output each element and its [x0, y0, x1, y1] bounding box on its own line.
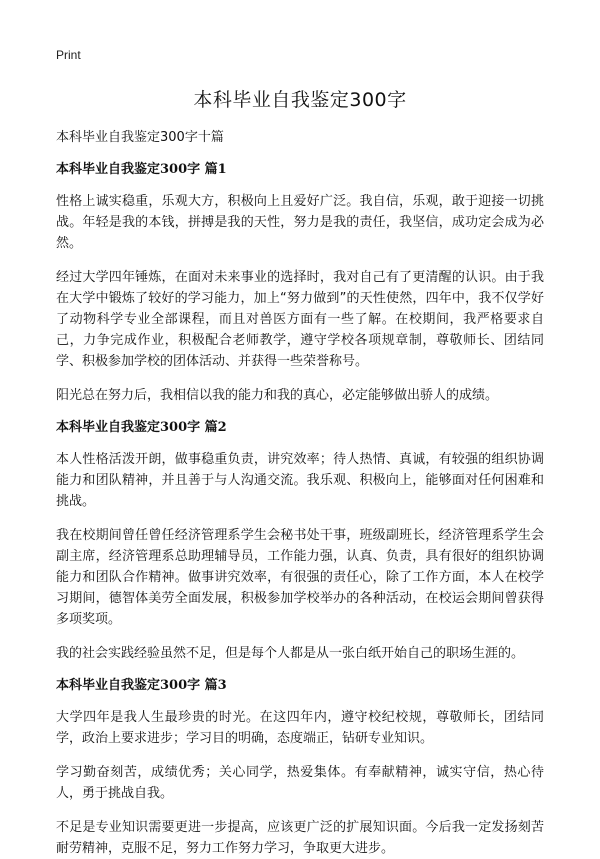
section-3: [56, 677, 544, 859]
paragraph: 学习勤奋刻苦，成绩优秀；关心同学，热爱集体。有奉献精神，诚实守信，热心待人，勇于挑战自我。: [56, 765, 544, 801]
paragraph: 不足是专业知识需要更进一步提高，应该更广泛的扩展知识面。今后我一定发扬刻苦耐劳精神，克服不足，努力工作努力学习，争取更大进步。: [56, 820, 544, 856]
paragraph: 性格上诚实稳重，乐观大方，积极向上且爱好广泛。我自信，乐观，敢于迎接一切挑战。年轻是我的本钱，拼搏是我的天性，努力是我的责任，我坚信，成功定会成为必然。: [56, 194, 544, 251]
section-heading: 本科毕业自我鉴定300字 篇1: [56, 162, 227, 177]
paragraph: 我的社会实践经验虽然不足，但是每个人都是从一张白纸开始自己的职场生涯的。: [56, 646, 525, 661]
paragraph: 本人性格活泼开朗，做事稳重负责，讲究效率；待人热情、真诚，有较强的组织协调能力和团队精神，并且善于与人沟通交流。我乐观、积极向上，能够面对任何困难和挑战。: [56, 452, 544, 509]
print-link[interactable]: Print: [56, 48, 81, 62]
section-heading: 本科毕业自我鉴定300字 篇3: [56, 678, 227, 693]
section-1: [56, 161, 544, 406]
paragraph: 经过大学四年锤炼，在面对未来事业的选择时，我对自己有了更清醒的认识。由于我在大学中锻炼了较好的学习能力，加上“努力做到”的天性使然，四年中，我不仅学好了动物科学专业全部课程，而且对兽医方面有一些了解。在校期间，我严格要求自己，力争完成作业，积极配合老师教学，遵守学校各项规章制，尊敬师长、团结同学、积极参加学校的团体活动、并获得一些荣誉称号。: [56, 270, 544, 369]
paragraph: 大学四年是我人生最珍贵的时光。在这四年内，遵守校纪校规，尊敬师长，团结同学，政治上要求进步；学习目的明确，态度端正，钻研专业知识。: [56, 710, 544, 746]
document-subtitle: 本科毕业自我鉴定300字十篇: [56, 130, 224, 145]
section-heading: 本科毕业自我鉴定300字 篇2: [56, 420, 227, 435]
paragraph: 我在校期间曾任曾任经济管理系学生会秘书处干事，班级副班长，经济管理系学生会副主席，经济管理系总助理辅导员，工作能力强，认真、负责，具有很好的组织协调能力和团队合作精神。做事讲究效率，有很强的责任心，除了工作方面，本人在校学习期间，德智体美劳全面发展，积极参加学校举办的各种活动，在校运会期间曾获得多项奖项。: [56, 528, 544, 627]
page-title: 本科毕业自我鉴定300字: [193, 89, 407, 111]
paragraph: 阳光总在努力后，我相信以我的能力和我的真心，必定能够做出骄人的成绩。: [56, 388, 499, 403]
section-2: [56, 419, 544, 664]
